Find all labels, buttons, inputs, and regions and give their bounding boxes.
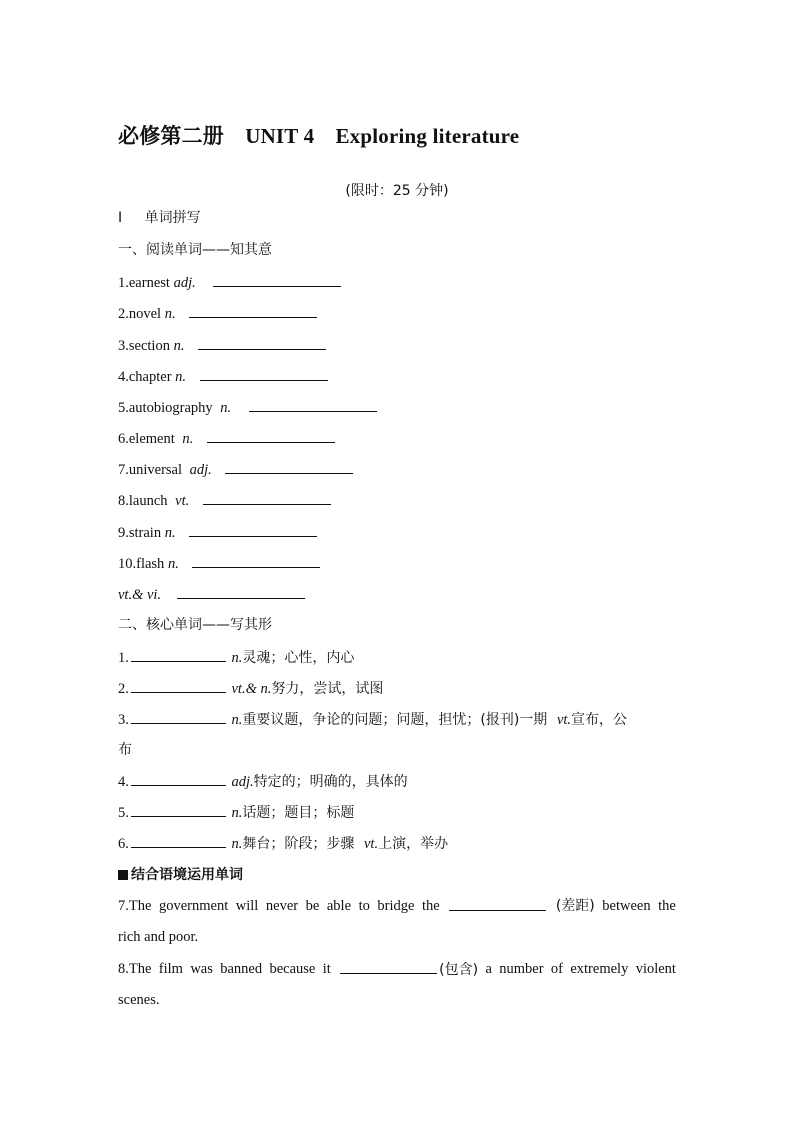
answer-blank[interactable] xyxy=(131,833,226,848)
read-word-9: 9.strain n. xyxy=(118,522,676,543)
core-word-3-continued: 布 xyxy=(118,742,132,758)
answer-blank[interactable] xyxy=(225,459,353,474)
answer-blank[interactable] xyxy=(200,366,328,381)
core-word-1: 1. n.灵魂；心性，内心 xyxy=(118,647,676,668)
answer-blank[interactable] xyxy=(189,303,317,318)
section-one-heading xyxy=(118,208,676,228)
answer-blank[interactable] xyxy=(340,959,437,974)
answer-blank[interactable] xyxy=(131,802,226,817)
answer-blank[interactable] xyxy=(131,709,226,724)
answer-blank[interactable] xyxy=(449,896,546,911)
time-limit: (限时：25 分钟) xyxy=(345,183,449,199)
read-word-4: 4.chapter n. xyxy=(118,366,676,387)
read-word-3: 3.section n. xyxy=(118,335,676,356)
roman-numeral: Ⅰ xyxy=(118,210,123,226)
answer-blank[interactable] xyxy=(189,522,317,537)
answer-blank[interactable] xyxy=(177,584,305,599)
core-word-2: 2. vt.& n.努力，尝试，试图 xyxy=(118,678,676,699)
page-title: 必修第二册 UNIT 4 Exploring literature xyxy=(118,124,520,148)
context-heading: 结合语境运用单词 xyxy=(118,865,676,885)
read-word-7: 7.universal adj. xyxy=(118,459,676,480)
core-word-4: 4. adj.特定的；明确的，具体的 xyxy=(118,771,676,792)
read-word-5: 5.autobiography n. xyxy=(118,397,676,418)
answer-blank[interactable] xyxy=(131,771,226,786)
answer-blank[interactable] xyxy=(213,272,341,287)
read-word-6: 6.element n. xyxy=(118,428,676,449)
read-word-10-extra: vt.& vi. xyxy=(118,584,676,605)
answer-blank[interactable] xyxy=(131,647,226,662)
core-word-5: 5. n.话题；题目；标题 xyxy=(118,802,676,823)
answer-blank[interactable] xyxy=(203,490,331,505)
answer-blank[interactable] xyxy=(249,397,377,412)
sentence-8-continued: scenes. xyxy=(118,992,160,1008)
black-square-icon xyxy=(118,870,128,880)
answer-blank[interactable] xyxy=(198,335,326,350)
answer-blank[interactable] xyxy=(131,678,226,693)
answer-blank[interactable] xyxy=(192,553,320,568)
read-word-1: 1.earnest adj. xyxy=(118,272,676,293)
sentence-8: 8.The film was banned because it (包含) a number of extremely violent xyxy=(118,961,676,978)
read-word-2: 2.novel n. xyxy=(118,303,676,324)
part-one-heading: 一、阅读单词——知其意 xyxy=(118,242,272,258)
sentence-7-continued: rich and poor. xyxy=(118,929,199,945)
read-word-8: 8.launch vt. xyxy=(118,490,676,511)
core-word-6: 6. n.舞台；阶段；步骤 vt.上演，举办 xyxy=(118,833,676,854)
part-two-heading: 二、核心单词——写其形 xyxy=(118,617,272,633)
read-word-10: 10.flash n. xyxy=(118,553,676,574)
sentence-7: 7.The government will never be able to bridge the (差距) between the xyxy=(118,898,676,914)
core-word-3: 3. n.重要议题，争论的问题；问题，担忧；(报刊)一期 vt.宣布，公 xyxy=(118,709,676,730)
section-one-label: 单词拼写 xyxy=(144,210,201,226)
answer-blank[interactable] xyxy=(207,428,335,443)
